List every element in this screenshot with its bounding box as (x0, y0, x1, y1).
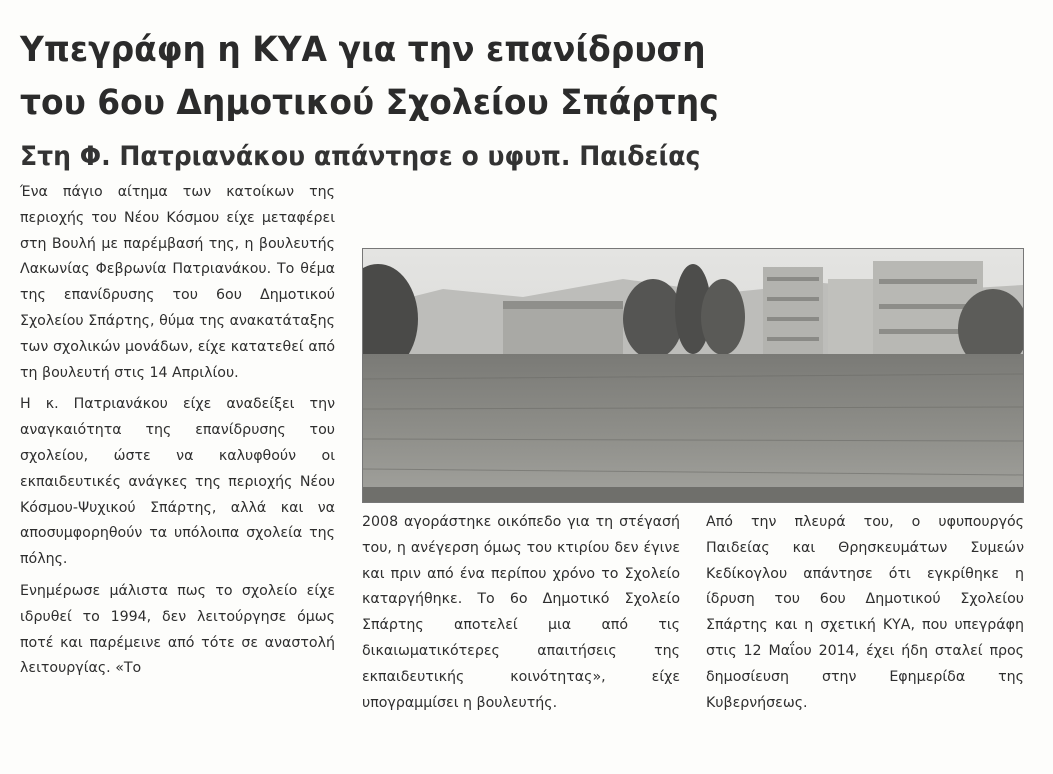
paragraph: Η κ. Πατριανάκου είχε αναδείξει την αναγκαιότητα της επανίδρυσης του σχολείου, ώστε να καλυφθούν οι εκπαιδευτικές ανάγκες της περιοχής Νέου Κόσμου-Ψυχικού Σπάρτης, αλλά και να αποσυμφορηθούν τα υπόλοιπα σχολεία της πόλης. (20, 396, 335, 568)
paragraph: 2008 αγοράστηκε οικόπεδο για τη στέγασή του, η ανέγερση όμως του κτιρίου δεν έγινε και πριν από ένα περίπου χρόνο το Σχολείο καταργήθηκε. Το 6ο Δημοτικό Σχολείο Σπάρτης αποτελεί μια από τις δικαιωματικότερες απαιτήσεις της εκπαιδευτικής κοινότητας», είχε υπογραμμίσει η βουλευτής. (362, 514, 680, 711)
paragraph: Ένα πάγιο αίτημα των κατοίκων της περιοχής του Νέου Κόσμου είχε μεταφέρει στη Βουλή με παρέμβασή της, η βουλευτής Λακωνίας Φεβρωνία Πατριανάκου. Το θέμα της επανίδρυσης του 6ου Δημοτικού Σχολείου Σπάρτης, θύμα της ανακατάταξης των σχολικών μονάδων, είχε κατατεθεί από τη βουλευτή στις 14 Απριλίου. (20, 184, 335, 381)
headline-line-2: του 6ου Δημοτικού Σχολείου Σπάρτης (20, 83, 719, 123)
paragraph: Ενημέρωσε μάλιστα πως το σχολείο είχε ιδρυθεί το 1994, δεν λειτούργησε όμως ποτέ και παρέμεινε από τότε σε αναστολή λειτουργίας. «Το (20, 582, 335, 677)
article-column-2 (362, 510, 680, 722)
article-column-3 (706, 510, 1024, 722)
vacant-lot-photo (363, 249, 1023, 502)
article-column-1 (20, 180, 335, 688)
article-photo (362, 248, 1024, 503)
headline (20, 24, 969, 130)
headline-line-1: Υπεγράφη η ΚΥΑ για την επανίδρυση (20, 30, 706, 70)
paragraph: Από την πλευρά του, ο υφυπουργός Παιδείας και Θρησκευμάτων Συμεών Κεδίκογλου απάντησε ότι εγκρίθηκε η ίδρυση του 6ου Δημοτικού Σχολείου Σπάρτης και η σχετική ΚΥΑ, που υπεγράφη στις 12 Μαΐου 2014, έχει ήδη σταλεί προς δημοσίευση στην Εφημερίδα της Κυβερνήσεως. (706, 514, 1024, 711)
subheadline: Στη Φ. Πατριανάκου απάντησε ο υφυπ. Παιδείας (20, 141, 701, 172)
